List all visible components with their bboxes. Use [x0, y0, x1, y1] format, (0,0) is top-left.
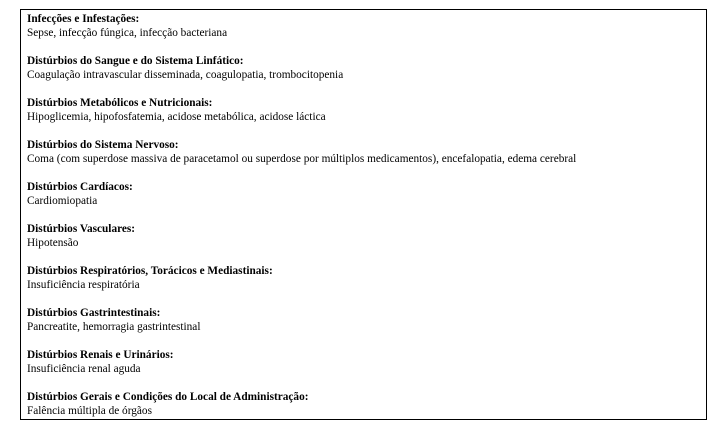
section-blood-lymphatic	[27, 54, 702, 82]
section-infections	[27, 12, 702, 40]
section-heading: Distúrbios do Sangue e do Sistema Linfático:	[27, 55, 244, 67]
section-cardiac	[27, 180, 702, 208]
section-heading: Distúrbios do Sistema Nervoso:	[27, 139, 179, 151]
section-heading: Distúrbios Metabólicos e Nutricionais:	[27, 97, 213, 109]
section-heading: Distúrbios Gerais e Condições do Local de Administração:	[27, 391, 309, 403]
section-heading: Distúrbios Renais e Urinários:	[27, 349, 174, 361]
section-text: Falência múltipla de órgãos	[27, 405, 152, 417]
section-metabolic	[27, 96, 702, 124]
section-text: Insuficiência respiratória	[27, 279, 140, 291]
section-text: Coma (com superdose massiva de paracetamol ou superdose por múltiplos medicamentos), encefalopatia, edema cerebral	[27, 153, 577, 165]
adverse-reactions-table	[20, 9, 707, 420]
section-text: Sepse, infecção fúngica, infecção bacteriana	[27, 27, 228, 39]
section-heading: Infecções e Infestações:	[27, 13, 140, 25]
section-text: Cardiomiopatia	[27, 195, 98, 207]
section-heading: Distúrbios Gastrintestinais:	[27, 307, 161, 319]
section-heading: Distúrbios Cardíacos:	[27, 181, 133, 193]
section-respiratory	[27, 264, 702, 292]
section-renal-urinary	[27, 348, 702, 376]
section-text: Pancreatite, hemorragia gastrintestinal	[27, 321, 201, 333]
section-vascular	[27, 222, 702, 250]
section-gastrointestinal	[27, 306, 702, 334]
section-general-administration-site	[27, 390, 702, 418]
section-heading: Distúrbios Vasculares:	[27, 223, 136, 235]
section-text: Insuficiência renal aguda	[27, 363, 141, 375]
section-text: Coagulação intravascular disseminada, coagulopatia, trombocitopenia	[27, 69, 344, 81]
section-text: Hipoglicemia, hipofosfatemia, acidose metabólica, acidose láctica	[27, 111, 326, 123]
section-text: Hipotensão	[27, 237, 79, 249]
table-content	[27, 12, 702, 418]
section-heading: Distúrbios Respiratórios, Torácicos e Mediastinais:	[27, 265, 273, 277]
section-nervous-system	[27, 138, 702, 166]
